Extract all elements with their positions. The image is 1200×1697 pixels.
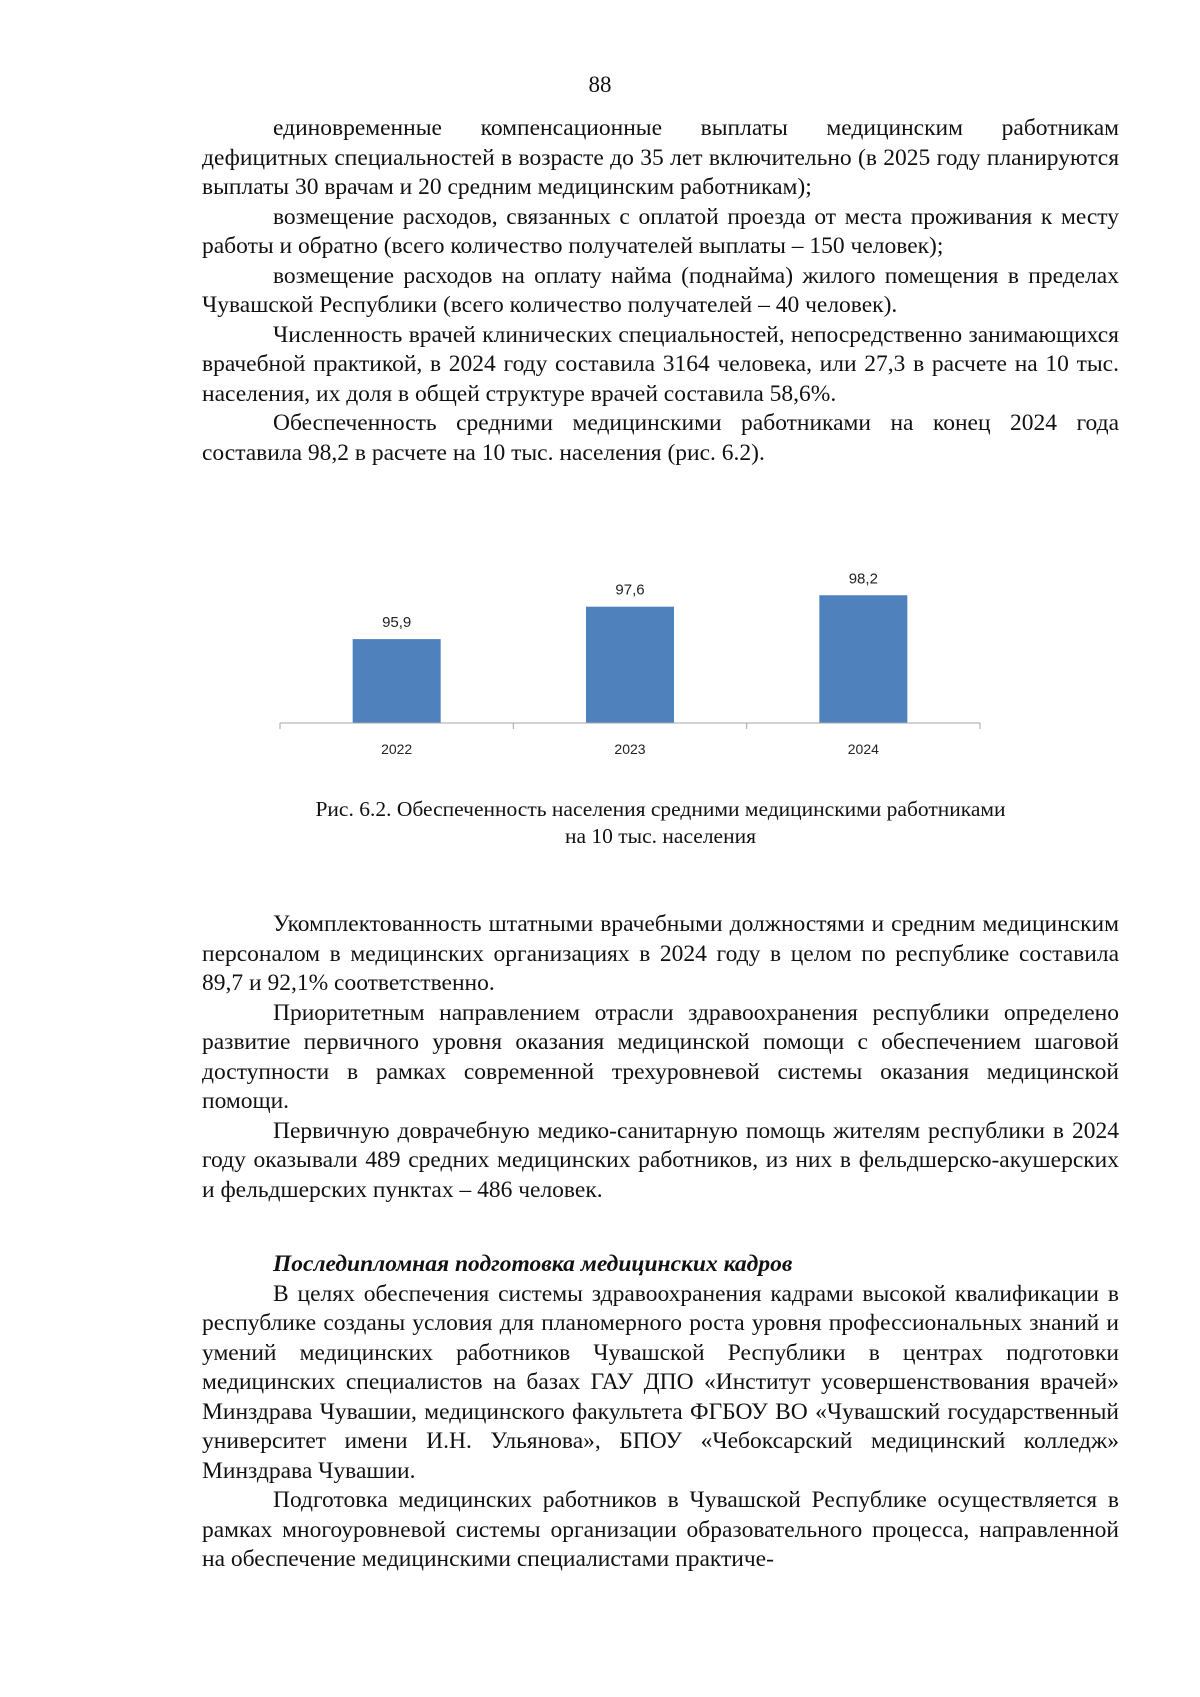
chart-data-label: 95,9 [382,614,412,632]
figure-caption-line: на 10 тыс. населения [564,824,756,848]
page-number: 88 [588,72,612,97]
figure-caption-line: Рис. 6.2. Обеспеченность населения средними медицинскими работниками [315,797,1006,821]
figure-caption [202,796,1119,850]
paragraph: Численность врачей клинических специальностей, непосредственно занимающихся врачебной практикой, в 2024 году составила 3164 человека, или 27,3 в расчете на 10 тыс. населения, их доля в общей структуре врачей составила 58,6%. [202,321,1119,407]
text-block-top [202,114,1119,468]
chart-x-tick-label: 2024 [847,741,879,757]
chart-bar [819,595,907,723]
paragraph: В целях обеспечения системы здравоохранения кадрами высокой квалификации в республике созданы условия для планомерного роста уровня профессиональных знаний и умений медицинских работников Чувашской Республики в центрах подготовки медицинских специалистов на базах ГАУ ДПО «Институт усовершенствования врачей» Минздрава Чувашии, медицинского факультета ФГБОУ ВО «Чувашский государственный университет имени И.Н. Ульянова», БПОУ «Чебоксарский медицинский колледж» Минздрава Чувашии. [202,1280,1119,1484]
paragraph: Укомплектованность штатными врачебными должностями и средним медицинским персоналом в медицинских организациях в 2024 году в целом по республике составила 89,7 и 92,1% соответственно. [202,911,1119,996]
paragraph: Подготовка медицинских работников в Чувашской Республике осуществляется в рамках многоуровневой системы организации образовательного процесса, направленной на обеспечение медицинскими специалистами практиче- [202,1487,1119,1572]
paragraph: возмещение расходов, связанных с оплатой проезда от места проживания к месту работы и обратно (всего количество получателей выплаты – 150 человек); [202,203,1119,259]
paragraph: Приоритетным направлением отрасли здравоохранения республики определено развитие первичного уровня оказания медицинской помощи с обеспечением шаговой доступности в рамках современной трехуровневой системы оказания медицинской помощи. [202,999,1119,1114]
chart-bar [353,639,441,723]
text-block-middle [202,910,1119,1205]
chart-data-label: 97,6 [615,581,645,599]
chart-x-tick-label: 2023 [614,741,646,757]
chart-data-label: 98,2 [848,570,878,588]
section-heading: Последипломная подготовка медицинских кадров [273,1251,793,1277]
paragraph: возмещение расходов на оплату найма (поднайма) жилого помещения в пределах Чувашской Республики (всего количество получателей – 40 человек). [202,262,1119,318]
paragraph: единовременные компенсационные выплаты медицинским работникам дефицитных специальностей в возрасте до 35 лет включительно (в 2025 году планируются выплаты 30 врачам и 20 средним медицинским работникам); [202,115,1119,200]
paragraph: Первичную доврачебную медико-санитарную помощь жителям республики в 2024 году оказывали 489 средних медицинских работников, из них в фельдшерско-акушерских и фельдшерских пунктах – 486 человек. [202,1117,1119,1203]
paragraph: Обеспеченность средними медицинскими работниками на конец 2024 года составила 98,2 в расчете на 10 тыс. населения (рис. 6.2). [202,410,1119,466]
bar-chart [280,570,980,760]
chart-x-tick-label: 2022 [381,741,413,757]
text-block-bottom [202,1250,1119,1575]
chart-bar [586,607,674,723]
